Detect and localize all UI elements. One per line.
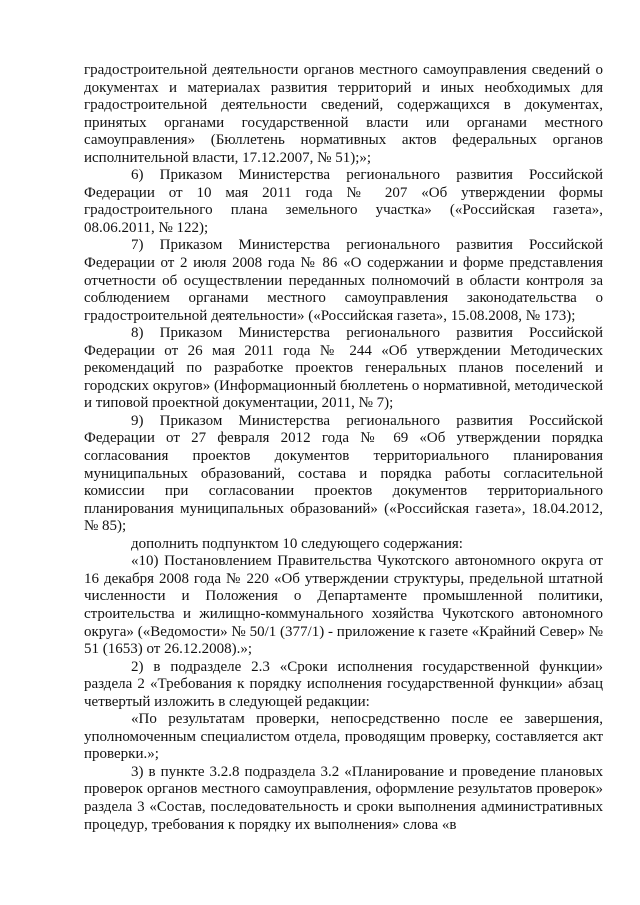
paragraph-amendment-3: 3) в пункте 3.2.8 подраздела 3.2 «Планирование и проведение плановых проверок органов местного самоуправления, оформление результатов проверок» раздела 3 «Состав, последовательность и сроки выполнения административных процедур, требования к порядку их выполнения» слова «в (84, 763, 603, 833)
paragraph-quoted-text: «По результатам проверки, непосредственно после ее завершения, уполномоченным специалистом отдела, проводящим проверку, составляется акт проверки.»; (84, 711, 603, 763)
document-page (84, 62, 603, 834)
paragraph-item-7: 7) Приказом Министерства регионального развития Российской Федерации от 2 июля 2008 года № 86 «О содержании и форме представления отчетности об осуществлении переданных полномочий в области контроля за соблюдением органами местного самоуправления законодательства о градостроительной деятельности» («Российская газета», 15.08.2008, № 173); (84, 237, 603, 324)
paragraph-continuation: градостроительной деятельности органов местного самоуправления сведений о документах и материалах развития территорий и иных необходимых для градостроительной деятельности сведений, содержащихся в документах, принятых органами государственной власти или органами местного самоуправления» (Бюллетень нормативных актов федеральных органов исполнительной власти, 17.12.2007, № 51);»; (84, 62, 603, 166)
paragraph-amendment-2: 2) в подразделе 2.3 «Сроки исполнения государственной функции» раздела 2 «Требования к порядку исполнения государственной функции» абзац четвертый изложить в следующей редакции: (84, 658, 603, 710)
paragraph-item-10: «10) Постановлением Правительства Чукотского автономного округа от 16 декабря 2008 года № 220 «Об утверждении структуры, предельной штатной численности и Положения о Департаменте промышленной политики, строительства и жилищно-коммунального хозяйства Чукотского автономного округа» («Ведомости» № 50/1 (377/1) - приложение к газете «Крайний Север» № 51 (1653) от 26.12.2008).»; (84, 553, 603, 658)
paragraph-item-9: 9) Приказом Министерства регионального развития Российской Федерации от 27 февраля 2012 года № 69 «Об утверждении порядка согласования проектов документов территориального планирования муниципальных образований, состава и порядка работы согласительной комиссии при согласовании проектов документов территориального планирования муниципальных образований» («Российская газета», 18.04.2012, № 85); (84, 412, 603, 535)
paragraph-add-subitem: дополнить подпунктом 10 следующего содержания: (131, 535, 463, 552)
paragraph-item-8: 8) Приказом Министерства регионального развития Российской Федерации от 26 мая 2011 года № 244 «Об утверждении Методических рекомендаций по разработке проектов генеральных планов поселений и городских округов» (Информационный бюллетень о нормативной, методической и типовой проектной документации, 2011, № 7); (84, 325, 603, 412)
paragraph-item-6: 6) Приказом Министерства регионального развития Российской Федерации от 10 мая 2011 года № 207 «Об утверждении формы градостроительного плана земельного участка» («Российская газета», 08.06.2011, № 122); (84, 167, 603, 236)
